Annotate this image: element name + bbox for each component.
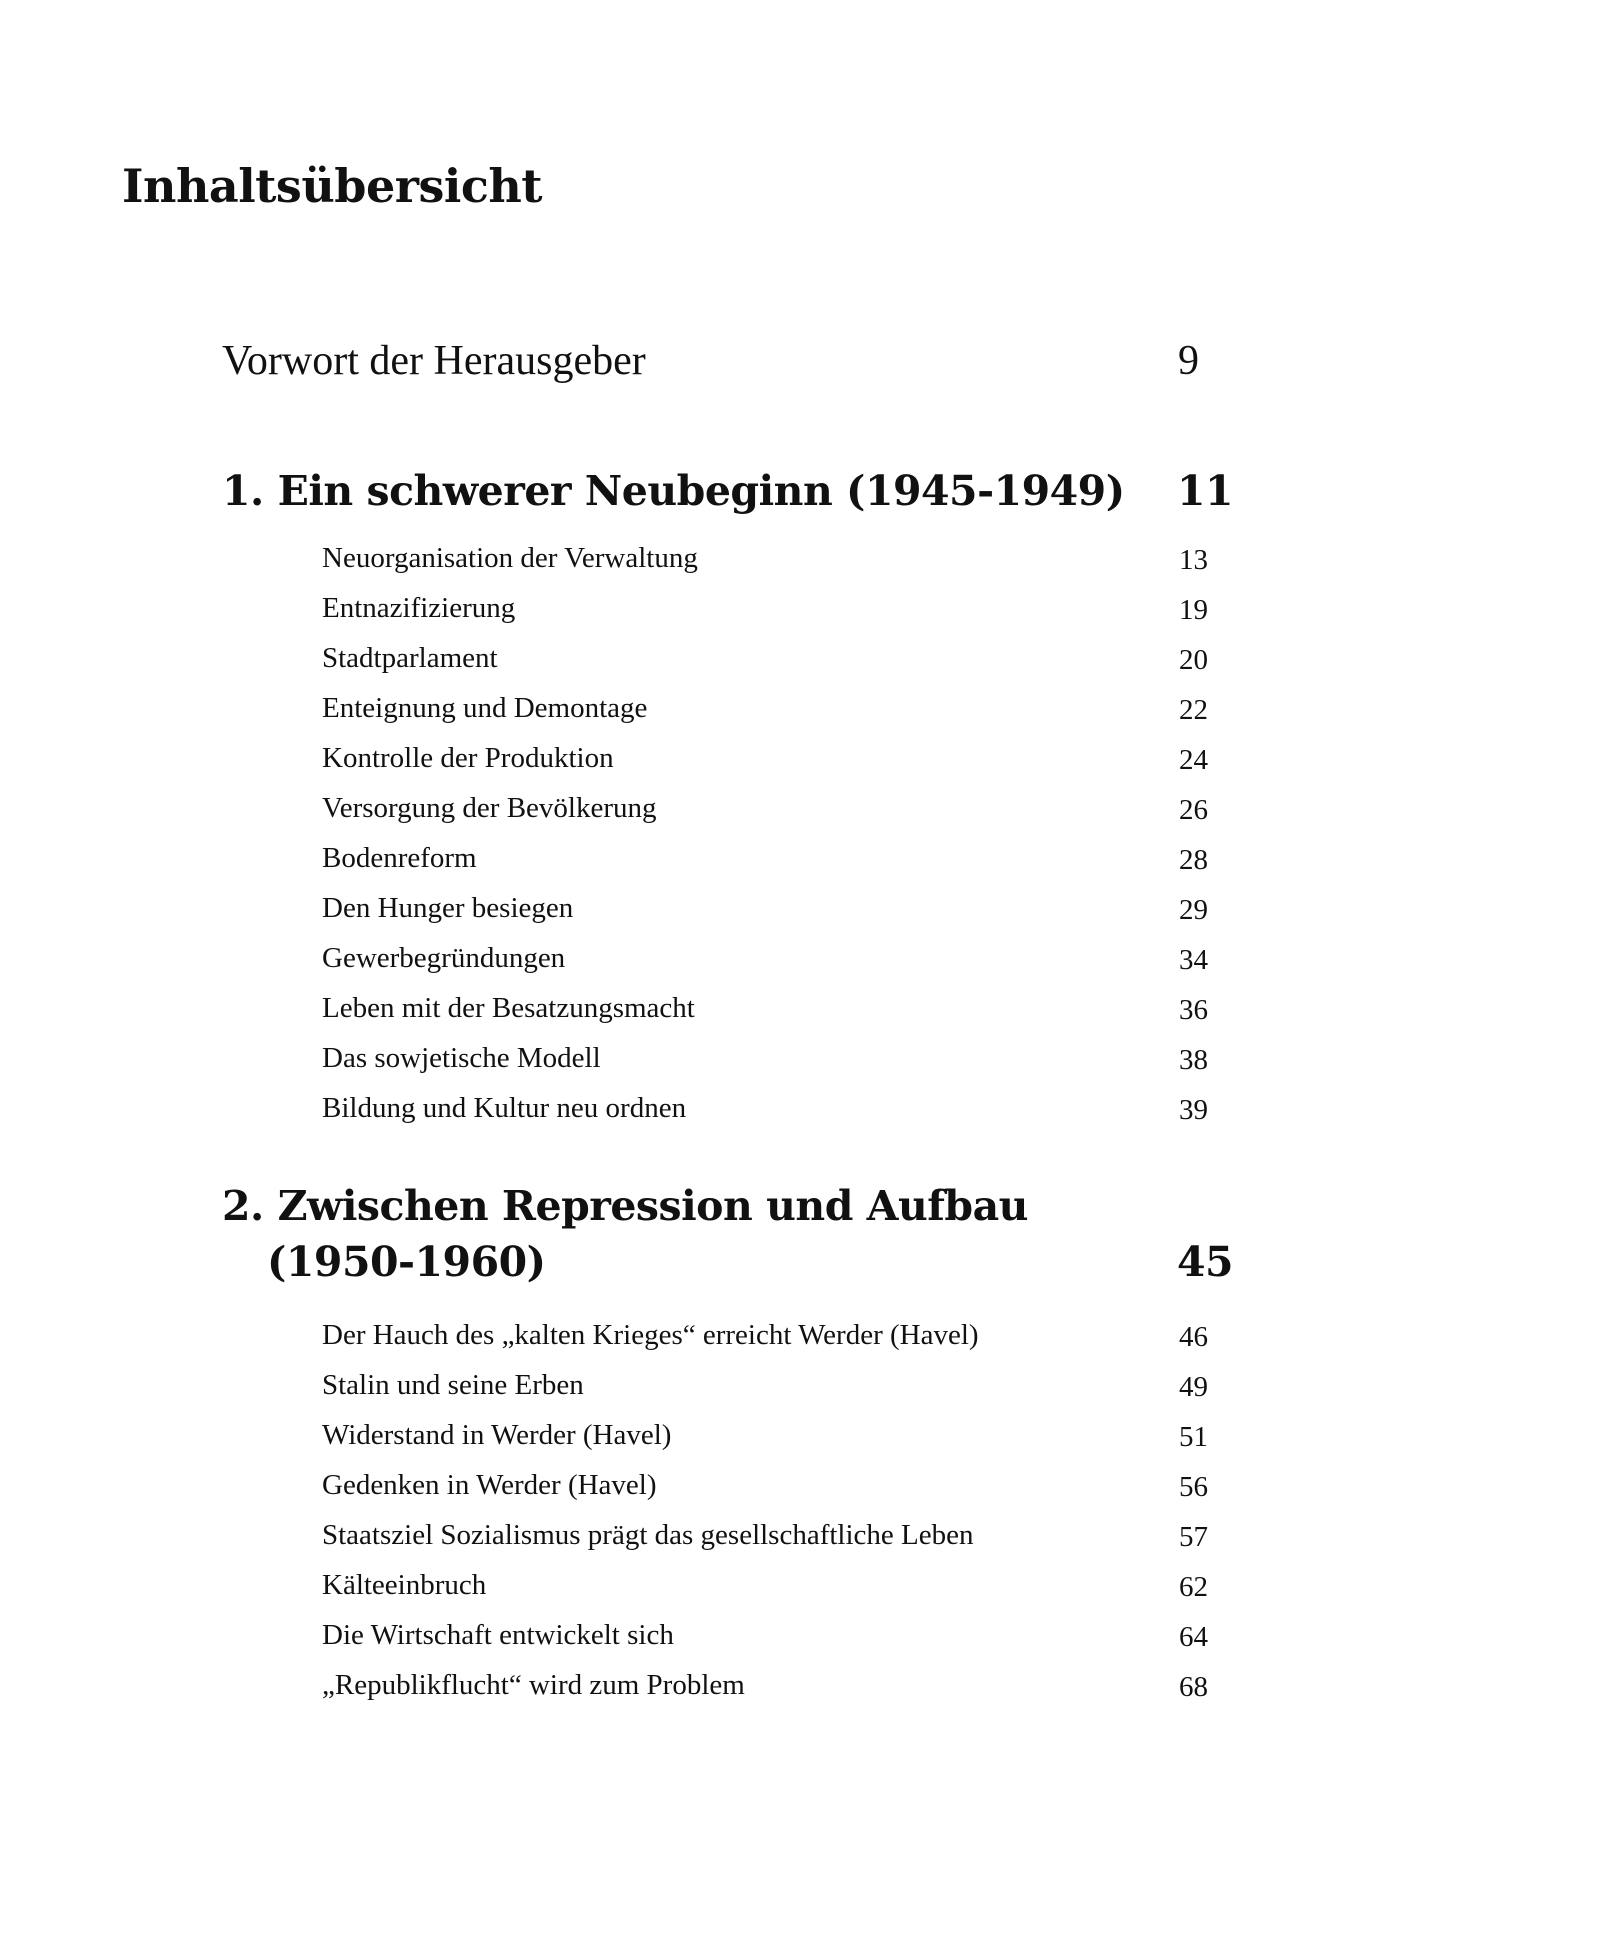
entry-title: Kontrolle der Produktion (322, 742, 614, 774)
toc-entry[interactable] (322, 1371, 1352, 1421)
toc-entry[interactable] (322, 544, 1352, 594)
entry-title: Den Hunger besiegen (322, 892, 574, 924)
chapter-heading[interactable] (222, 1182, 1252, 1286)
entry-page-number: 19 (1179, 594, 1208, 626)
toc-entry[interactable] (322, 694, 1352, 744)
foreword-page-number: 9 (1178, 338, 1199, 384)
toc-entry[interactable] (322, 1321, 1352, 1371)
entry-title: Enteignung und Demontage (322, 692, 648, 724)
toc-entry[interactable] (322, 844, 1352, 894)
toc-chapter-2 (222, 1182, 1252, 1721)
chapter-title-line-2: (1950-1960) (267, 1238, 546, 1286)
entry-title: Stadtparlament (322, 642, 498, 674)
entry-title: Staatsziel Sozialismus prägt das gesellschaftliche Leben (322, 1519, 974, 1551)
toc-entry[interactable] (322, 1671, 1352, 1721)
chapter-entries (322, 544, 1352, 1144)
entry-page-number: 68 (1179, 1671, 1208, 1703)
entry-page-number: 20 (1179, 644, 1208, 676)
toc-chapter-1 (222, 467, 1252, 1144)
entry-title: Bodenreform (322, 842, 477, 874)
entry-page-number: 64 (1179, 1621, 1208, 1653)
entry-page-number: 36 (1179, 994, 1208, 1026)
toc-entry[interactable] (322, 944, 1352, 994)
chapter-page-number: 45 (1177, 1238, 1234, 1286)
chapter-page-number: 11 (1177, 467, 1234, 515)
chapter-heading[interactable] (222, 467, 1252, 515)
chapter-title: Zwischen Repression und Aufbau (277, 1182, 1028, 1230)
entry-title: „Republikflucht“ wird zum Problem (322, 1669, 745, 1701)
toc-entry[interactable] (322, 1571, 1352, 1621)
entry-title: Leben mit der Besatzungsmacht (322, 992, 695, 1024)
entry-title: Das sowjetische Modell (322, 1042, 601, 1074)
entry-title: Die Wirtschaft entwickelt sich (322, 1619, 674, 1651)
entry-page-number: 28 (1179, 844, 1208, 876)
entry-title: Stalin und seine Erben (322, 1369, 584, 1401)
entry-page-number: 38 (1179, 1044, 1208, 1076)
toc-entry[interactable] (322, 744, 1352, 794)
chapter-entries (322, 1321, 1352, 1721)
toc-entry[interactable] (322, 1421, 1352, 1471)
entry-title: Versorgung der Bevölkerung (322, 792, 657, 824)
entry-title: Neuorganisation der Verwaltung (322, 542, 698, 574)
foreword-title: Vorwort der Herausgeber (222, 338, 646, 384)
entry-page-number: 13 (1179, 544, 1208, 576)
entry-page-number: 57 (1179, 1521, 1208, 1553)
toc-entry[interactable] (322, 994, 1352, 1044)
toc-entry[interactable] (322, 1471, 1352, 1521)
toc-entry[interactable] (322, 1094, 1352, 1144)
entry-title: Kälteeinbruch (322, 1569, 487, 1601)
toc-entry[interactable] (322, 894, 1352, 944)
entry-page-number: 26 (1179, 794, 1208, 826)
page-title: Inhaltsübersicht (122, 159, 543, 213)
chapter-title-line (222, 467, 1252, 515)
entry-page-number: 49 (1179, 1371, 1208, 1403)
entry-page-number: 62 (1179, 1571, 1208, 1603)
entry-page-number: 22 (1179, 694, 1208, 726)
chapter-number: 2. (222, 1182, 264, 1230)
chapter-title-line (222, 1182, 1252, 1230)
toc-entry[interactable] (322, 1521, 1352, 1571)
entry-page-number: 34 (1179, 944, 1208, 976)
entry-page-number: 24 (1179, 744, 1208, 776)
toc-entry[interactable] (322, 1044, 1352, 1094)
entry-page-number: 51 (1179, 1421, 1208, 1453)
entry-page-number: 29 (1179, 894, 1208, 926)
entry-title: Der Hauch des „kalten Krieges“ erreicht Werder (Havel) (322, 1319, 979, 1351)
toc-entry[interactable] (322, 794, 1352, 844)
toc-entry[interactable] (322, 644, 1352, 694)
entry-page-number: 56 (1179, 1471, 1208, 1503)
entry-page-number: 46 (1179, 1321, 1208, 1353)
entry-title: Entnazifizierung (322, 592, 516, 624)
toc-entry[interactable] (322, 1621, 1352, 1671)
entry-title: Widerstand in Werder (Havel) (322, 1419, 672, 1451)
entry-title: Gedenken in Werder (Havel) (322, 1469, 657, 1501)
chapter-title: Ein schwerer Neubeginn (1945-1949) (277, 467, 1125, 515)
entry-title: Gewerbegründungen (322, 942, 566, 974)
chapter-number: 1. (222, 467, 264, 515)
entry-page-number: 39 (1179, 1094, 1208, 1126)
entry-title: Bildung und Kultur neu ordnen (322, 1092, 687, 1124)
toc-entry[interactable] (322, 594, 1352, 644)
